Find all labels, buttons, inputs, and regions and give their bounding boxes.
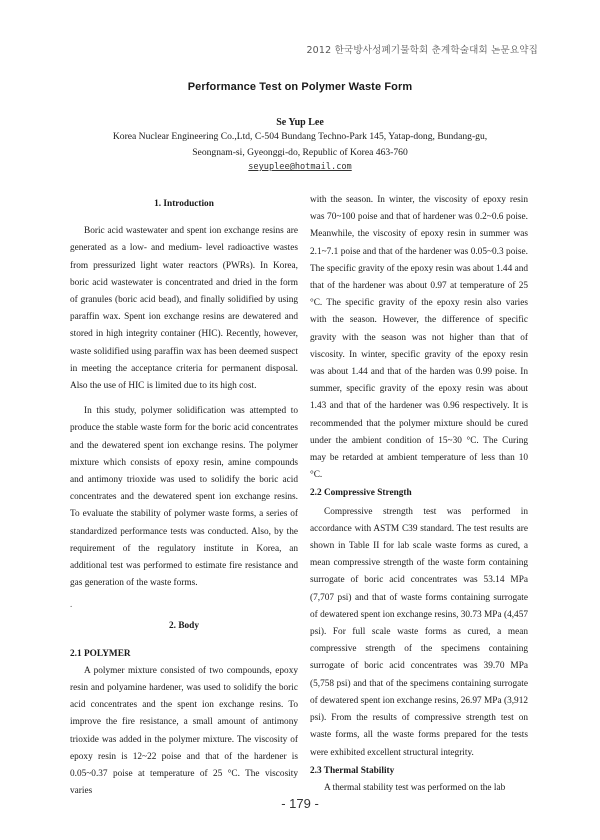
subsection-heading-compressive-strength: 2.2 Compressive Strength <box>310 488 412 499</box>
proceedings-header: 2012 한국방사성폐기물학회 춘계학술대회 논문요약집 <box>306 45 538 56</box>
introduction-paragraph-1: Boric acid wastewater and spent ion exchange resins are generated as a low- and medium- level radioactive wastes from pressurized light water reactors (PWRs). In Korea, boric acid wastewater is concentrated and dried in the form of granules (boric acid bead), and finally solidified by using paraffin wax. Spent ion exchange resins are dewatered and stored in high integrity container (HIC). Recently, however, waste solidified using paraffin wax has been deemed suspect in meeting the acceptance criteria for permanent disposal. Also the use of HIC is limited due to its high cost. <box>70 226 298 392</box>
author-name: Se Yup Lee <box>276 117 324 128</box>
section-heading-introduction: 1. Introduction <box>154 199 214 209</box>
stray-dot: . <box>70 599 73 610</box>
thermal-stability-paragraph: A thermal stability test was performed on the lab <box>324 782 506 793</box>
page-number: - 179 - <box>281 796 319 811</box>
subsection-heading-polymer: 2.1 POLYMER <box>70 648 131 659</box>
polymer-paragraph-continued: with the season. In winter, the viscosity of epoxy resin was 70~100 poise and that of hardener was 0.2~0.6 poise. Meanwhile, the viscosity of epoxy resin in summer was 2.1~7.1 poise and that of the hardener was 0.05~0.3 poise. The specific gravity of the epoxy resin was about 1.44 and that of the hardener was about 0.97 at temperature of 25 °C. The specific gravity of the epoxy resin also varies with the season. However, the difference of specific gravity with the season was not higher than that of viscosity. In winter, specific gravity of the epoxy resin was about 1.44 and that of the harden was 0.99 poise. In summer, specific gravity of the epoxy resin was about 1.43 and that of the hardener was 0.96 respectively. It is recommended that the polymer mixture should be cured under the ambient condition of 15~30 °C. The Curing may be retarded at ambient temperature of less than 10 °C. <box>310 195 528 481</box>
affiliation-line-1: Korea Nuclear Engineering Co.,Ltd, C-504 Bundang Techno-Park 145, Yatap-dong, Bundang-gu, <box>112 131 488 142</box>
subsection-heading-thermal-stability: 2.3 Thermal Stability <box>310 765 395 776</box>
introduction-paragraph-2: In this study, polymer solidification was attempted to produce the stable waste form for the boric acid concentrates and the dewatered spent ion exchange resins. The polymer mixture which consists of epoxy resin, amine compounds and antimony trioxide was used to solidify the boric acid concentrates and the dewatered spent ion exchange resins. To evaluate the stability of polymer waste forms, a series of standardized performance tests was conducted. Also, by the requirement of the regulatory institute in Korea, an additional test was performed to estimate fire resistance and gas generation of the waste forms. <box>70 406 298 589</box>
compressive-strength-paragraph: Compressive strength test was performed in accordance with ASTM C39 standard. The test results are shown in Table II for lab scale waste forms as cured, a mean compressive strength of the waste form containing surrogate of boric acid concentrates was 53.14 MPa (7,707 psi) and that of waste forms containing surrogate of dewatered spent ion exchange resins, 30.73 MPa (4,457 psi). For full scale waste forms as cured, a mean compressive strength of the specimens containing surrogate of boric acid concentrates was 39.70 MPa (5,758 psi) and that of the specimens containing surrogate of dewatered spent ion exchange resins, 26.97 MPa (3,912 psi). From the results of compressive strength test on waste forms, all the waste forms prepared for the tests were exhibited excellent structural integrity. <box>310 506 528 758</box>
left-column <box>70 196 298 801</box>
section-heading-body: 2. Body <box>169 621 199 632</box>
affiliation-line-2: Seongnam-si, Gyeonggi-do, Republic of Korea 463-760 <box>192 147 408 158</box>
right-column <box>310 192 528 797</box>
polymer-paragraph: A polymer mixture consisted of two compounds, epoxy resin and polyamine hardener, was used to solidify the boric acid concentrates and the spent ion exchange resins. To improve the fire resistance, a small amount of antimony trioxide was added in the polymer mixture. The viscosity of epoxy resin is 12~22 poise and that of the hardener is 0.05~0.37 poise at temperature of 25 °C. The viscosity varies <box>70 665 298 797</box>
author-email-link[interactable]: seyuplee@hotmail.com <box>248 162 352 172</box>
paper-title: Performance Test on Polymer Waste Form <box>187 81 413 93</box>
